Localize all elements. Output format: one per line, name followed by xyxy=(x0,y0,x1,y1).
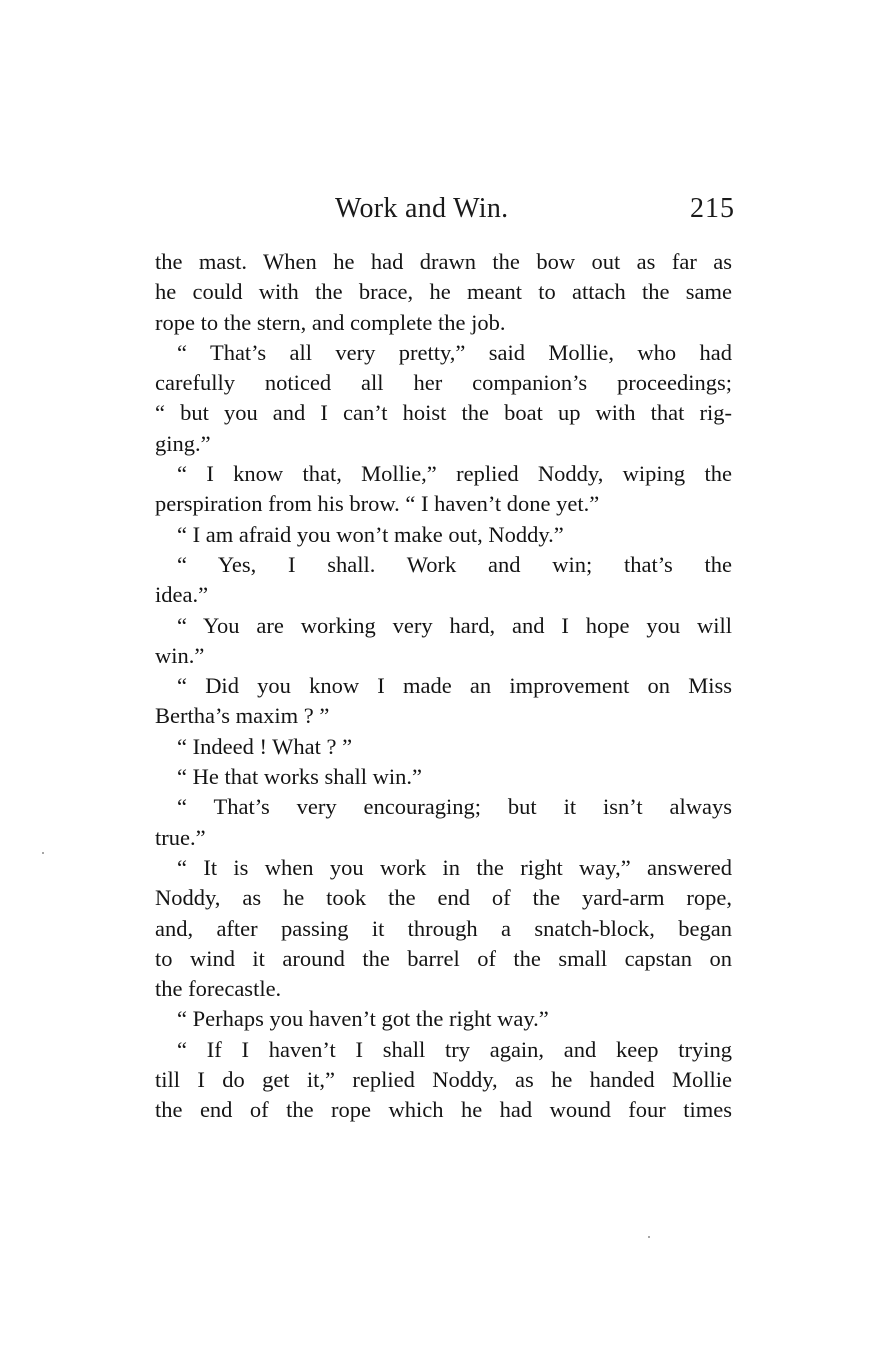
text-line: “ Perhaps you haven’t got the right way.” xyxy=(177,1006,549,1032)
text-line: “ I know that, Mollie,” replied Noddy, wiping the xyxy=(177,461,732,487)
text-line: true.” xyxy=(155,824,206,850)
text-line: the forecastle. xyxy=(155,976,282,1002)
text-line: “ If I haven’t I shall try again, and keep trying xyxy=(177,1036,732,1062)
paper-speck xyxy=(42,852,44,854)
text-line: perspiration from his brow. “ I haven’t done yet.” xyxy=(155,491,600,517)
text-line: idea.” xyxy=(155,582,209,608)
text-line: “ Did you know I made an improvement on Miss xyxy=(177,673,732,699)
running-title: Work and Win. xyxy=(335,193,509,224)
text-line: he could with the brace, he meant to attach the same xyxy=(155,279,732,305)
text-line: till I do get it,” replied Noddy, as he handed Mollie xyxy=(155,1067,732,1093)
text-line: “ He that works shall win.” xyxy=(177,764,422,790)
text-line: Bertha’s maxim ? ” xyxy=(155,703,330,729)
running-header xyxy=(155,193,735,233)
text-line: carefully noticed all her companion’s proceedings; xyxy=(155,370,732,396)
text-line: “ That’s very encouraging; but it isn’t always xyxy=(177,794,732,820)
text-line: “ Yes, I shall. Work and win; that’s the xyxy=(177,551,732,577)
paper-speck xyxy=(648,1236,650,1238)
text-line: “ but you and I can’t hoist the boat up with that rig- xyxy=(155,400,732,426)
text-line: win.” xyxy=(155,642,205,668)
text-line: “ I am afraid you won’t make out, Noddy.” xyxy=(177,521,564,547)
page-number: 215 xyxy=(690,193,735,224)
text-line: to wind it around the barrel of the small capstan on xyxy=(155,945,732,971)
text-line: rope to the stern, and complete the job. xyxy=(155,309,506,335)
text-line: “ That’s all very pretty,” said Mollie, who had xyxy=(177,339,732,365)
body-text xyxy=(155,247,732,1126)
text-line: “ Indeed ! What ? ” xyxy=(177,733,353,759)
text-line: ging.” xyxy=(155,430,211,456)
text-line: Noddy, as he took the end of the yard-arm rope, xyxy=(155,885,732,911)
text-line: the end of the rope which he had wound four times xyxy=(155,1097,732,1123)
text-line: “ You are working very hard, and I hope you will xyxy=(177,612,732,638)
text-line: the mast. When he had drawn the bow out as far as xyxy=(155,249,732,274)
text-line: “ It is when you work in the right way,” answered xyxy=(177,854,732,880)
text-line: and, after passing it through a snatch-block, began xyxy=(155,915,732,941)
